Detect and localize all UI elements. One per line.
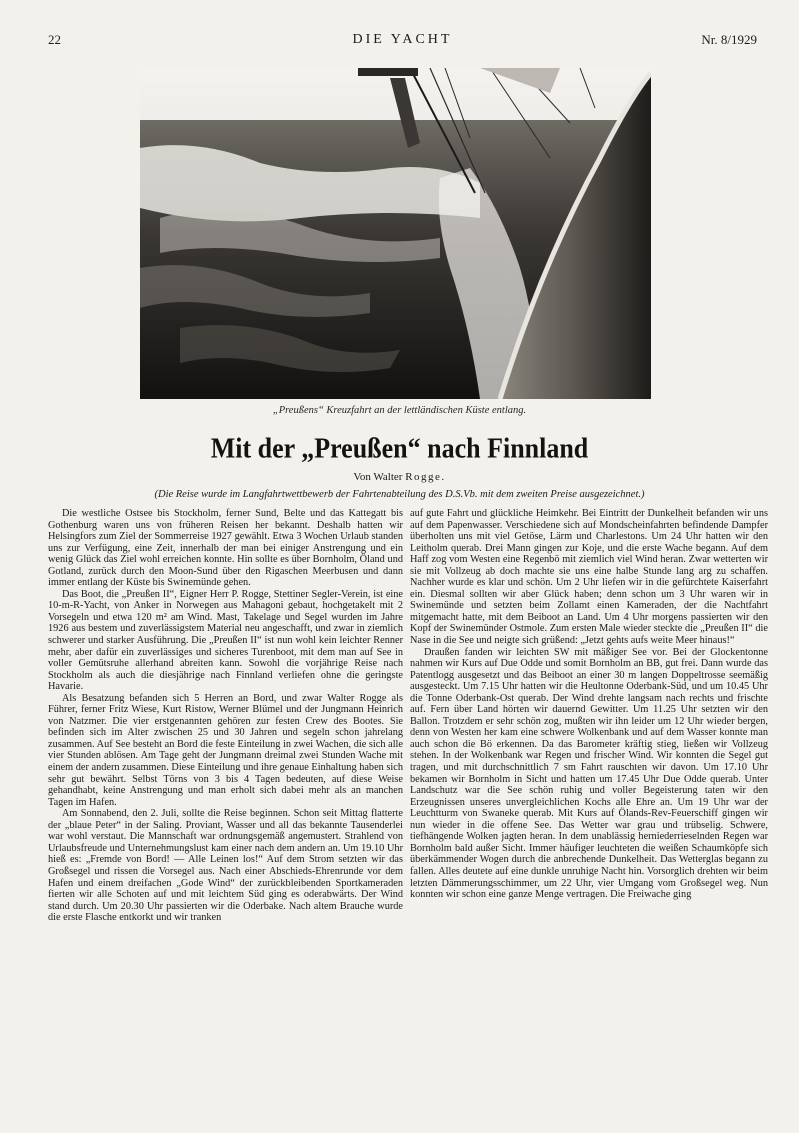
article-column-left <box>48 508 403 924</box>
magazine-title: DIE YACHT <box>352 32 453 47</box>
page-header <box>48 32 757 52</box>
sailing-photo <box>140 68 651 399</box>
paragraph: Das Boot, die „Preußen II“, Eigner Herr P. Rogge, Stettiner Segler-Verein, ist eine 10-m-R-Yacht, von Anker in Norwegen aus Mahagoni gebaut, hochgetakelt mit 2 Vorsegeln und etwa 120 m² am Wind. Mast, Takelage und Segel wurden im Jahre 1926 aus bestem und zuverlässigstem Material neu angeschafft, und zwar in ziemlich schwerer und starker Ausführung. Die „Preußen II“ ist nun wohl kein leichter Renner mehr, aber dafür ein zuverlässiges und sicheres Turenboot, mit dem man auf See in voller Gemütsruhe allerhand abreiten kann. Sowohl die vorjährige Reise nach Stockholm als auch die diesjährige nach Finnland verliefen ohne die geringste Havarie. <box>48 588 403 693</box>
byline-prefix: Von Walter <box>353 471 403 483</box>
paragraph: Am Sonnabend, den 2. Juli, sollte die Reise beginnen. Schon seit Mittag flatterte der „blaue Peter“ in der Saling. Proviant, Wasser und all das bekannte Tausenderlei war wohl verstaut. Die Mannschaft war ordnungsgemäß angemustert. Strahlend von Urlaubsfreude und Unternehmungslust kam einer nach dem andern an. Um 19.10 Uhr hieß es: „Fremde von Bord! — Alle Leinen los!“ Auf dem Strom setzten wir das Großsegel und rissen die Vorsegel aus. Nach einer Abschieds-Ehrenrunde vor dem Hafen und einem dreifachen „Gode Wind“ der zurückbleibenden Sportkameraden fierten wir alle Schoten auf und mit leichtem Süd ging es oderabwärts. Der Wind stand durch. Um 20.30 Uhr passierten wir die Oderbake. Nach altem Brauche wurde die erste Flasche entkorkt und wir tranken <box>48 808 403 924</box>
paragraph: Die westliche Ostsee bis Stockholm, ferner Sund, Belte und das Kattegatt bis Gothenburg waren uns von früheren Reisen her bekannt. Deshalb hatten wir Helsingfors zum Ziel der Sommerreise 1927 gewählt. Etwa 3 Wochen Urlaub standen uns zur Verfügung, eine Zeit, innerhalb der man bei einiger Anstrengung und ein wenig Glück das Ziel wohl erreichen konnte. Hin sollte es über Bornholm, Öland und Gotland, zurück durch den Moon-Sund über den Rigaschen Meerbusen und dann immer entlang der Küste bis Swinemünde gehen. <box>48 508 403 589</box>
award-note: (Die Reise wurde im Langfahrtwettbewerb der Fahrtenabteilung des D.S.Vb. mit dem zweiten Preise ausgezeichnet.) <box>154 489 645 500</box>
byline <box>0 471 799 483</box>
issue-number: Nr. 8/1929 <box>701 32 757 47</box>
paragraph: auf gute Fahrt und glückliche Heimkehr. Bei Eintritt der Dunkelheit befanden wir uns auf dem Papenwasser. Verschiedene sich auf Mondscheinfahrten befindende Dampfer überholten uns mit viel Getöse, Lärm und Charlestons. Um 24 Uhr hatten wir den Leitholm querab. Drei Mann gingen zur Koje, und die erste Wache begann. Auf dem Haff zog vom Westen eine Regenbö mit ziemlich viel Wind heran. Zwar wetterten wir sie mit Vollzeug ab doch machte sie uns eine halbe Stunde lang arg zu schaffen. Nachher wurde es klar und schön. Um 2 Uhr liefen wir in die gefürchtete Kaiserfahrt ein. Diesmal sollten wir aber Glück haben; denn schon um 3 Uhr waren wir in Swinemünde und setzten beim Zollamt einen Kameraden, der die Nachtfahrt mitgemacht hatte, mit dem Beiboot an Land. Um 4 Uhr morgens passierten wir den Kopf der Swinemünder Ostmole. Zum ersten Male wieder steckte die „Preußen II“ die Nase in die See und neigte sich grüßend: „Jetzt gehts aufs weite Meer hinaus!“ <box>410 508 768 647</box>
byline-author: Rogge. <box>405 471 446 483</box>
paragraph: Als Besatzung befanden sich 5 Herren an Bord, und zwar Walter Rogge als Führer, ferner Fritz Wiese, Kurt Ristow, Werner Blümel und der Jungmann Heinrich von Natzmer. Die vier erstgenannten gehören zur festen Crew des Bootes. Sie befinden sich im Alter zwischen 25 und 30 Jahren und segeln schon jahrelang zusammen. Auf See besteht an Bord die feste Einteilung in zwei Wachen, die sich alle vier Stunden ablösen. Am Tage geht der Jungmann dreimal zwei Stunden Wache mit einem der andern zusammen. Diese Einteilung und ihre genaue Einhaltung haben sich sehr gut bewährt. Selbst Törns von 3 bis 4 Tagen bedeuten, auf diese Weise gehandhabt, keine Anstrengung und man erholt sich dabei mehr als an manchen Tagen im Hafen. <box>48 692 403 808</box>
article-column-right <box>410 508 768 901</box>
photo-caption: „Preußens“ Kreuzfahrt an der lettländischen Küste entlang. <box>272 405 527 416</box>
page-number: 22 <box>48 32 61 47</box>
article-title: Mit der „Preußen“ nach Finnland <box>210 432 589 465</box>
paragraph: Draußen fanden wir leichten SW mit mäßiger See vor. Bei der Glockentonne nahmen wir Kurs auf Due Odde und somit Bornholm an BB, gut frei. Dann wurde das Patentlogg ausgesetzt und das Beiboot an einer 30 m langen Doppeltrosse seemäßig ausgesteckt. Um 7.15 Uhr hatten wir die Heultonne Oderbank-Süd, und um 10.45 Uhr die Tonne Oderbank-Ost querab. Der Wind drehte langsam nach rechts und frischte auf. Fern über Land hörten wir dauernd Gewitter. Um 11.25 Uhr setzten wir den Ballon. Trotzdem er sehr schön zog, mußten wir ihn leider um 12 Uhr wieder bergen, denn von Westen her kam eine schwere Wolkenbank und auf dem Wasser konnte man auch schon die Bö erkennen. Da das Barometer kräftig stieg, ließen wir Vollzeug stehen. In der Wolkenbank war Regen und frischer Wind. Wir konnten die Segel gut tragen, und mit durchschnittlich 7 sm Fahrt rauschten wir davon. Um 17.10 Uhr bekamen wir Bornholm in Sicht und hatten um 17.45 Uhr Due Odde querab. Unter Landschutz war die See schön ruhig und voller Begeisterung taten wir den Erzeugnissen unseres unvergleichlichen Kochs alle Ehre an. Um 19 Uhr war der Leuchtturm von Swaneke querab. Mit Kurs auf Ölands-Rev-Feuerschiff gingen wir nun wieder in die offene See. Das Wetter war grau und trübselig. Schwere, tiefhängende Wolken jagten heran. In dem unablässig herniederrieselnden Regen war Bornholm bald außer Sicht. Immer häufiger leuchteten die weißen Schaumköpfe sich überkämmender Wogen durch die anbrechende Dunkelheit. Das Wetterglas begann zu fallen. Alles deutete auf eine dunkle unruhige Nacht hin. Vorsorglich drehten wir beim letzten Dämmerungsschimmer, um 22 Uhr, vier Umgang vom Großsegel weg. Nun konnten wir schon eine ganze Menge vertragen. Die Freiwache ging <box>410 646 768 901</box>
